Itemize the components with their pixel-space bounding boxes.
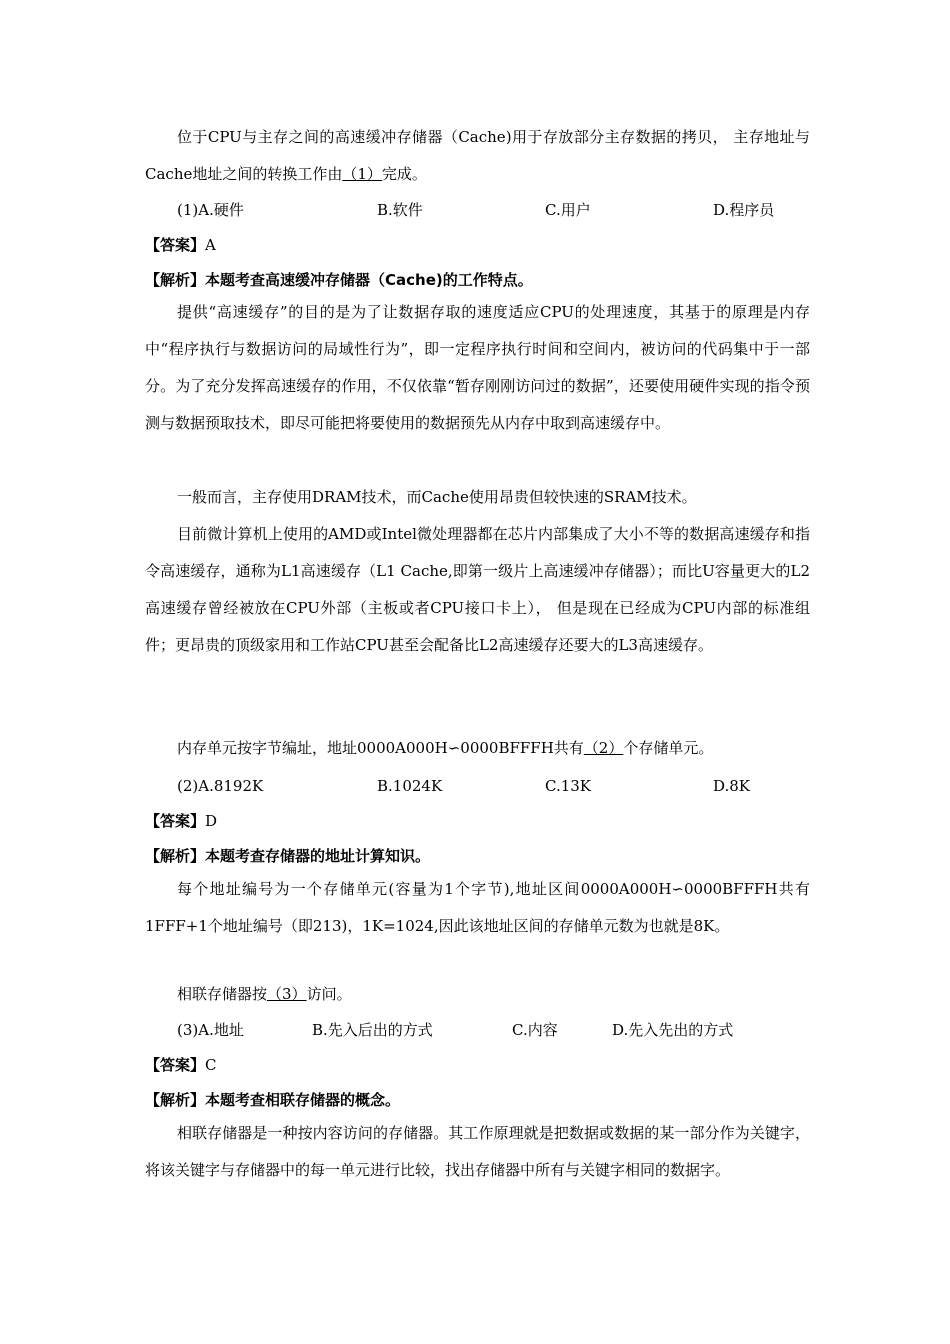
q1-analysis-paragraph-2: 一般而言，主存使用DRAM技术，而Cache使用昂贵但较快速的SRAM技术。 [177,488,697,506]
q2-analysis-heading [145,845,810,867]
answer-label: 【答案】 [145,1056,206,1074]
analysis-label: 【解析】 [145,1091,206,1109]
q1-stem [145,119,810,193]
q1-analysis-title: 本题考查高速缓冲存储器（Cache)的工作特点。 [205,271,533,289]
q1-analysis-heading [145,269,810,291]
q3-analysis-heading [145,1089,810,1111]
q3-answer-value: C [205,1056,217,1074]
q3-stem-text-2: 访问。 [306,985,352,1003]
q2-stem [145,730,810,767]
analysis-label: 【解析】 [145,271,206,289]
q2-blank: （2） [583,739,624,757]
q1-option-b: B.软件 [377,201,423,219]
q3-analysis-title: 本题考查相联存储器的概念。 [205,1091,401,1109]
q2-answer [145,810,810,832]
analysis-label: 【解析】 [145,847,206,865]
q1-stem-text-2: 完成。 [381,165,427,183]
q3-option-d: D.先入先出的方式 [612,1021,734,1039]
q1-blank: （1） [342,165,382,183]
q3-answer [145,1054,810,1076]
q2-analysis-paragraph-1: 每个地址编号为一个存储单元(容量为1个字节),地址区间0000A000H∽0000BFFFH共有1FFF+1个地址编号（即213)，1K=1024,因此该地址区间的存储单元数为也就是8K。 [145,880,810,935]
q2-option-c: C.13K [545,777,592,795]
q3-option-a: (3)A.地址 [177,1021,244,1039]
q3-option-b: B.先入后出的方式 [312,1021,433,1039]
answer-label: 【答案】 [145,236,206,254]
answer-label: 【答案】 [145,812,206,830]
q2-stem-text-2: 个存储单元。 [623,739,714,757]
q1-answer-value: A [205,236,216,254]
q2-option-a: (2)A.8192K [177,777,264,795]
q1-option-d: D.程序员 [713,201,775,219]
q2-option-d: D.8K [713,777,751,795]
q1-option-c: C.用户 [545,201,591,219]
q2-option-b: B.1024K [377,777,443,795]
q3-blank: （3） [267,985,307,1003]
q3-stem-text-1: 相联存储器按 [177,985,268,1003]
q3-analysis-paragraph-1: 相联存储器是一种按内容访问的存储器。其工作原理就是把数据或数据的某一部分作为关键字，将该关键字与存储器中的每一单元进行比较，找出存储器中所有与关键字相同的数据字。 [145,1124,810,1179]
q1-analysis-paragraph-3: 目前微计算机上使用的AMD或Intel微处理器都在芯片内部集成了大小不等的数据高速缓存和指令高速缓存，通称为L1高速缓存（L1 Cache,即第一级片上高速缓冲存储器）；而比U容量更大的L2高速缓存曾经被放在CPU外部（主板或者CPU接口卡上）， 但是现在已经成为CPU内部的标准组件；更昂贵的顶级家用和工作站CPU甚至会配备比L2高速缓存还要大的L3高速缓存。 [145,525,810,654]
q3-option-c: C.内容 [512,1021,558,1039]
q1-option-a: (1)A.硬件 [177,201,244,219]
q2-answer-value: D [205,812,218,830]
q2-analysis-title: 本题考查存储器的地址计算知识。 [205,847,431,865]
q1-analysis-paragraph-1: 提供“高速缓存”的目的是为了让数据存取的速度适应CPU的处理速度，其基于的原理是内存中“程序执行与数据访问的局域性行为”，即一定程序执行时间和空间内，被访问的代码集中于一部分。为了充分发挥高速缓存的作用，不仅依靠“暂存刚刚访问过的数据”，还要使用硬件实现的指令预测与数据预取技术，即尽可能把将要使用的数据预先从内存中取到高速缓存中。 [145,303,810,432]
q3-stem [145,976,810,1013]
q1-stem-text-1: 位于CPU与主存之间的高速缓冲存储器（Cache)用于存放部分主存数据的拷贝， 主存地址与Cache地址之间的转换工作由 [145,128,810,183]
q2-stem-text-1: 内存单元按字节编址，地址0000A000H∽0000BFFFH共有 [177,739,584,757]
q1-answer [145,234,810,256]
